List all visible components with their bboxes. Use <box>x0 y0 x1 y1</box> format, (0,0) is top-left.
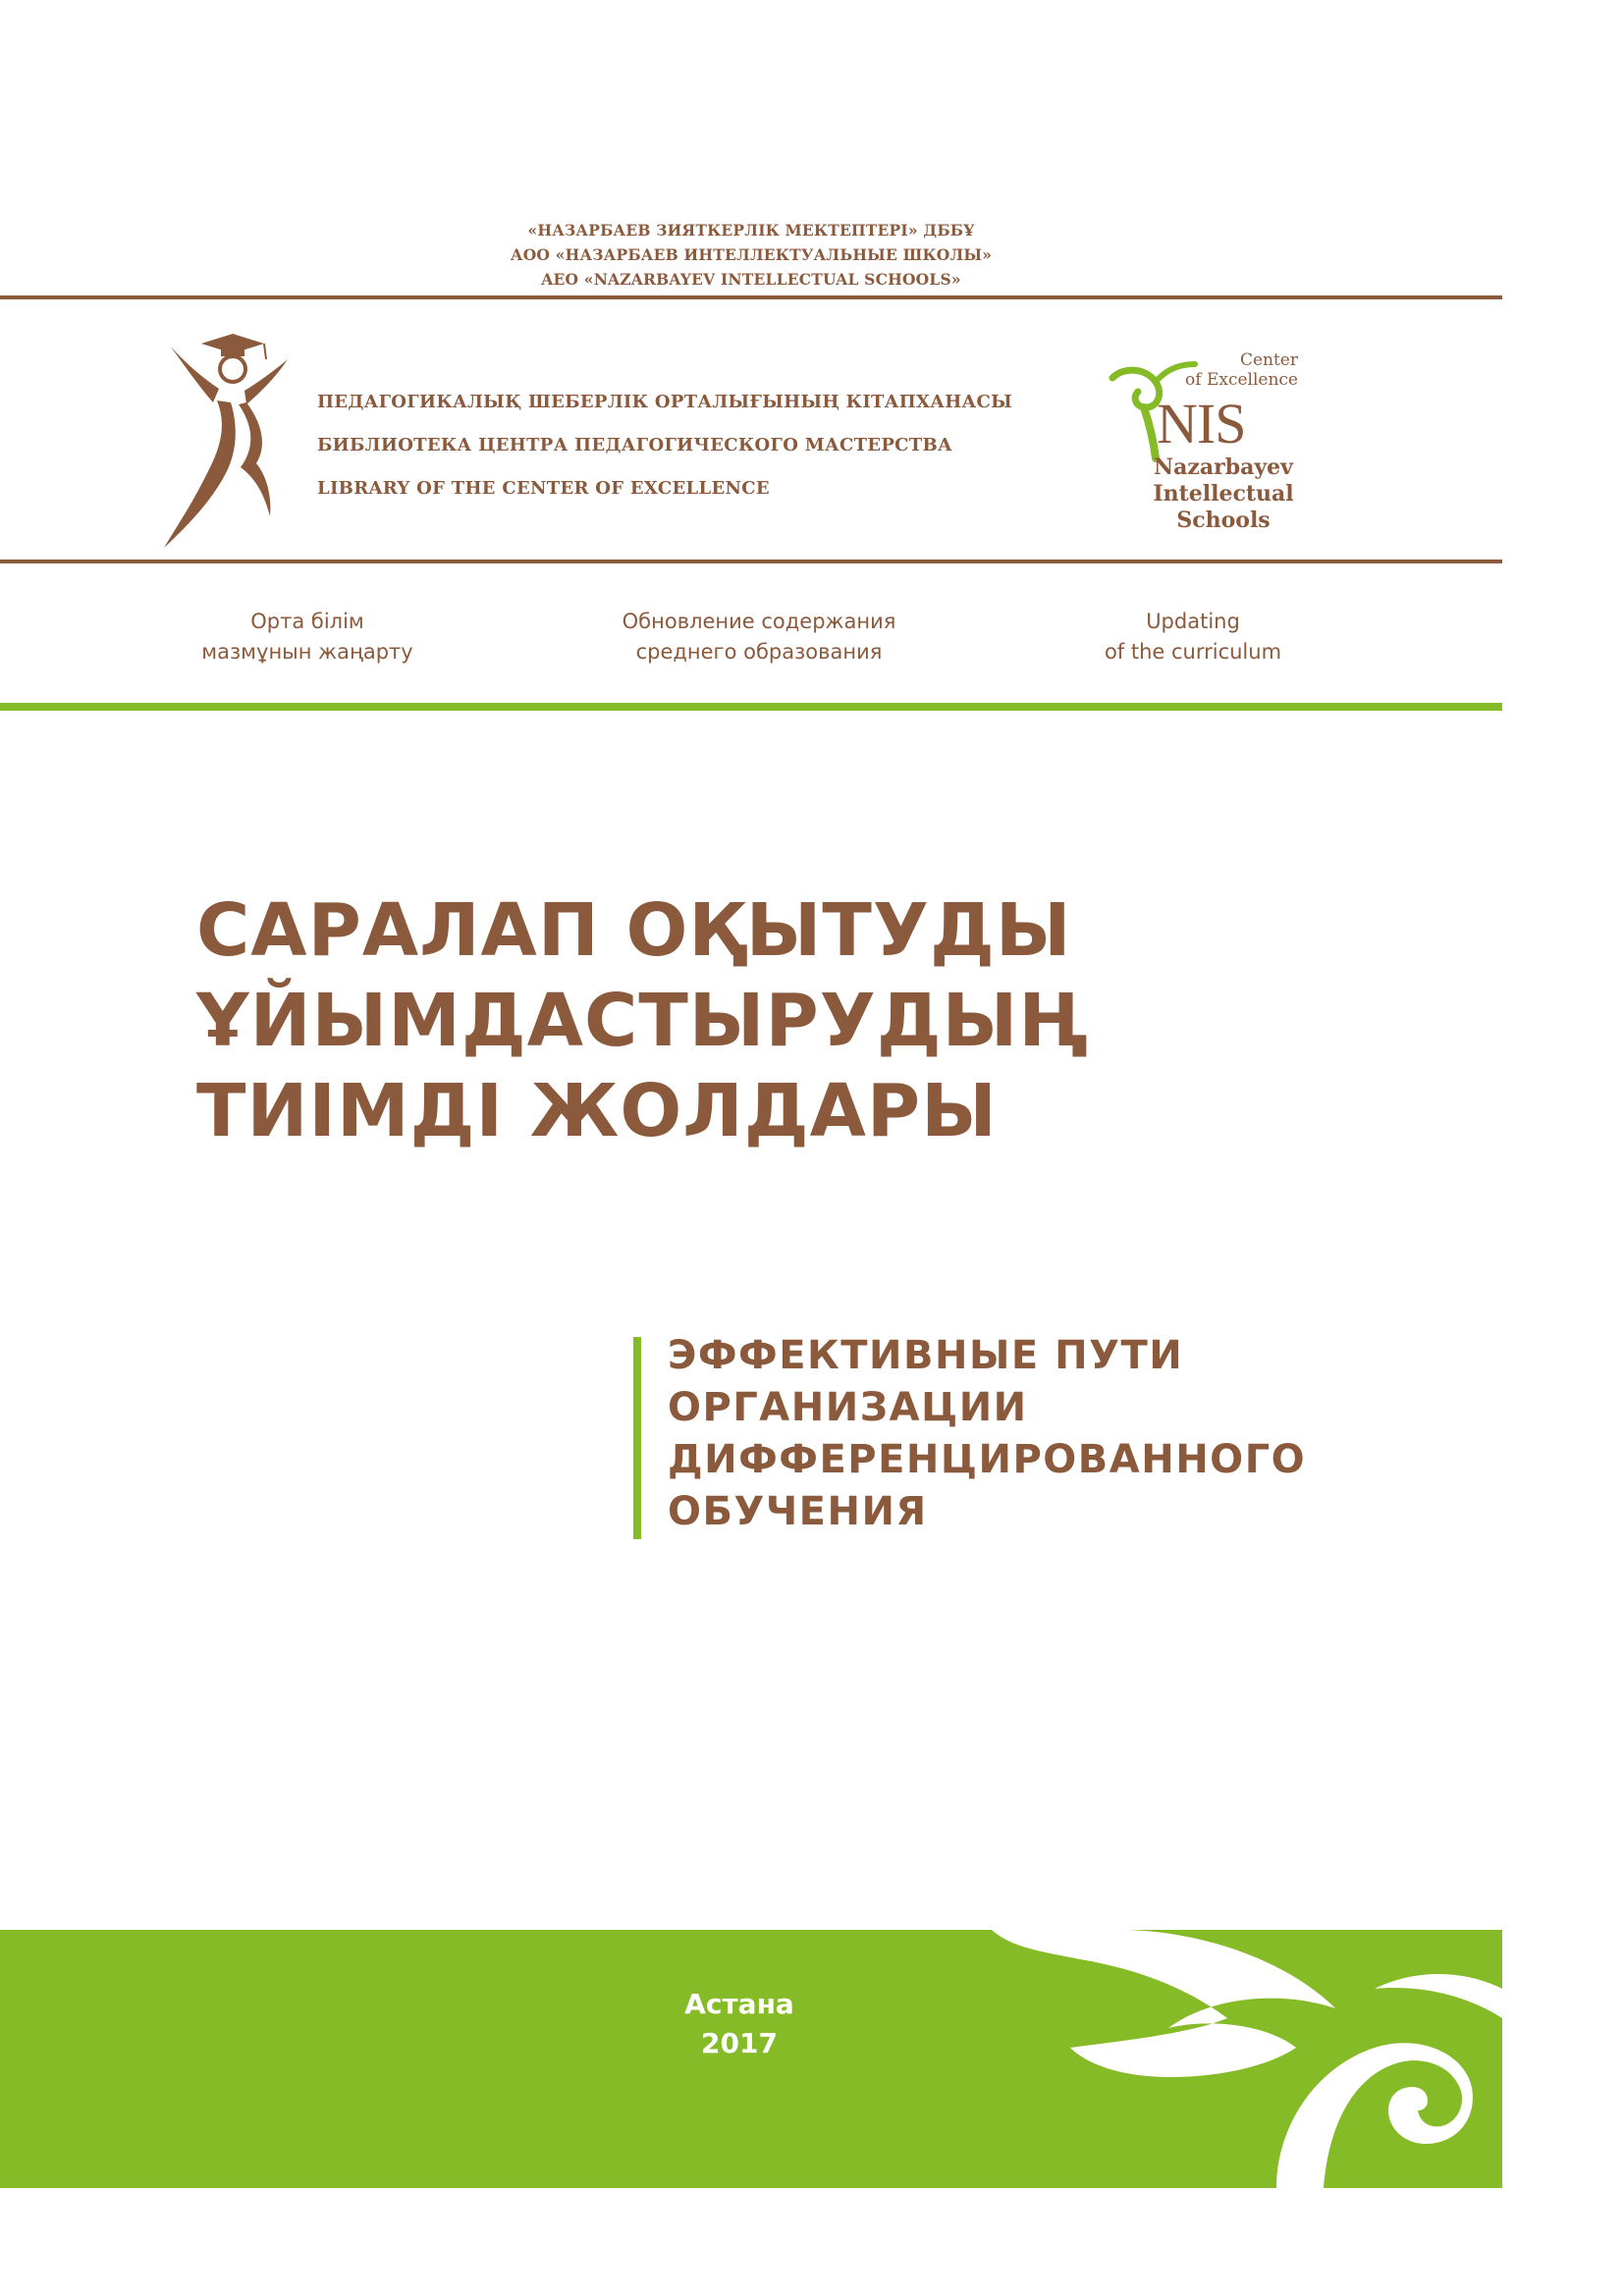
org-name-kz: «НАЗАРБАЕВ ЗИЯТКЕРЛІК МЕКТЕПТЕРІ» ДББҰ <box>527 221 975 240</box>
main-title-line2: ҰЙЫМДАСТЫРУДЫҢ <box>196 979 1090 1063</box>
tagline-ru-line1: Обновление содержания <box>622 610 896 633</box>
tagline-kz-line1: Орта білім <box>250 610 364 633</box>
subtitle-line2: ОРГАНИЗАЦИИ <box>668 1385 1028 1430</box>
library-name-kz: ПЕДАГОГИКАЛЫҚ ШЕБЕРЛІК ОРТАЛЫҒЫНЫҢ КІТАПХАНАСЫ <box>317 392 1013 412</box>
nis-name-line1: Nazarbayev <box>1154 454 1293 480</box>
footer-imprint <box>543 1985 936 2063</box>
tagline-kz <box>111 607 504 667</box>
library-name-en: LIBRARY OF THE CENTER OF EXCELLENCE <box>317 478 770 499</box>
main-title-line3: ТИІМДІ ЖОЛДАРЫ <box>196 1069 998 1153</box>
footer-year: 2017 <box>701 2027 778 2059</box>
organization-names <box>0 218 1502 292</box>
org-name-en: AEO «NAZARBAYEV INTELLECTUAL SCHOOLS» <box>541 270 961 289</box>
nis-center-line1: Center <box>1239 350 1298 370</box>
tagline-en <box>997 607 1389 667</box>
green-divider <box>0 703 1502 711</box>
library-name-ru: БИБЛИОТЕКА ЦЕНТРА ПЕДАГОГИЧЕСКОГО МАСТЕРСТВА <box>317 435 952 455</box>
nis-center-of-excellence <box>1159 350 1298 390</box>
nis-name-line2: Intellectual <box>1153 481 1294 507</box>
tagline-ru <box>563 607 955 667</box>
tagline-en-line1: Updating <box>1146 610 1240 633</box>
nis-mark: NIS <box>1157 392 1246 455</box>
graduate-figure-icon <box>162 332 290 548</box>
nis-name-line3: Schools <box>1176 507 1271 533</box>
nis-school-name <box>1139 454 1308 534</box>
subtitle-line1: ЭФФЕКТИВНЫЕ ПУТИ <box>668 1333 1184 1378</box>
main-title <box>196 885 1473 1156</box>
main-title-line1: САРАЛАП ОҚЫТУДЫ <box>196 888 1072 973</box>
middle-divider <box>0 560 1502 563</box>
tagline-en-line2: of the curriculum <box>1104 640 1282 664</box>
tagline-kz-line2: мазмұнын жаңарту <box>201 640 413 664</box>
org-name-ru: АОО «НАЗАРБАЕВ ИНТЕЛЛЕКТУАЛЬНЫЕ ШКОЛЫ» <box>510 245 993 264</box>
tagline-ru-line2: среднего образования <box>635 640 883 664</box>
subtitle-accent-bar <box>633 1337 641 1539</box>
footer-city: Астана <box>684 1988 794 2020</box>
subtitle-line3: ДИФФЕРЕНЦИРОВАННОГО <box>668 1437 1307 1482</box>
subtitle-line4: ОБУЧЕНИЯ <box>668 1489 928 1534</box>
nis-center-line2: of Excellence <box>1185 370 1298 390</box>
library-names <box>317 381 1012 510</box>
subtitle <box>668 1330 1453 1538</box>
top-divider <box>0 295 1502 299</box>
